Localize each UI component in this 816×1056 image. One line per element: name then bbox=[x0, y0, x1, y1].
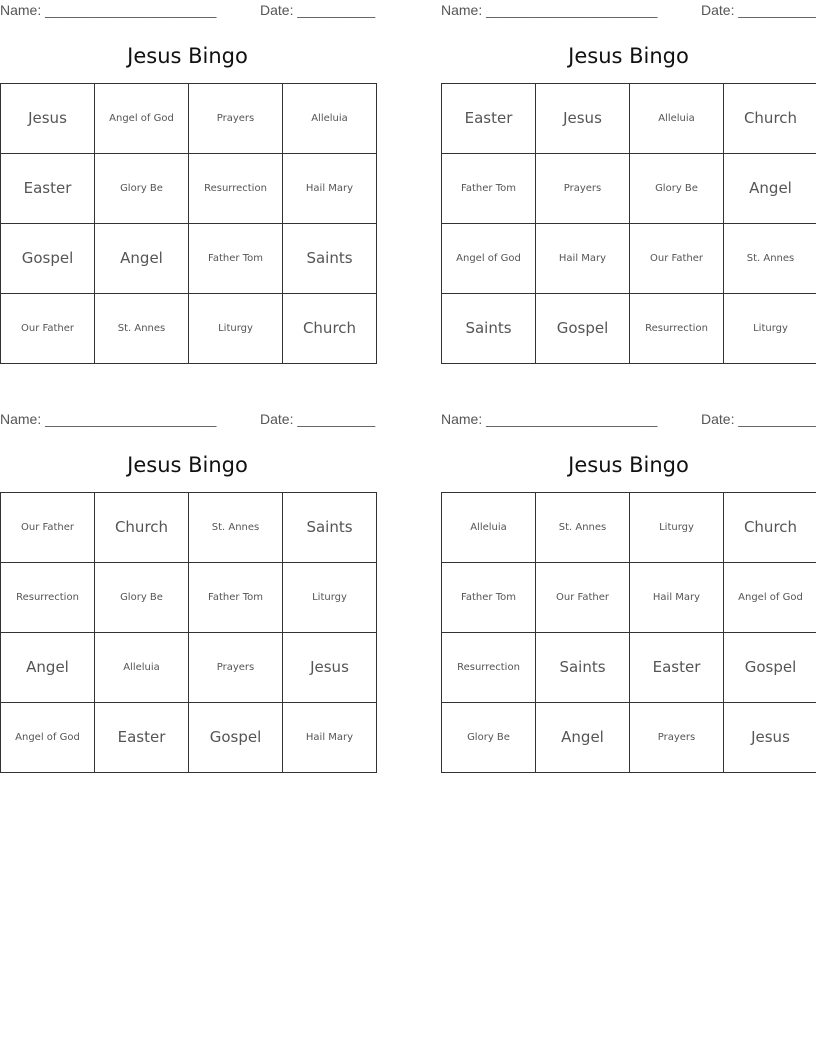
bingo-cell: Church bbox=[95, 493, 189, 563]
date-label: Date: __________ bbox=[701, 2, 816, 18]
bingo-cell: Father Tom bbox=[442, 563, 536, 633]
bingo-cell: Saints bbox=[442, 294, 536, 364]
bingo-cell: St. Annes bbox=[536, 493, 630, 563]
bingo-cell: Liturgy bbox=[283, 563, 377, 633]
bingo-grid bbox=[0, 83, 377, 364]
grid-row bbox=[1, 154, 377, 224]
bingo-cell: Easter bbox=[630, 633, 724, 703]
bingo-cell: Resurrection bbox=[189, 154, 283, 224]
bingo-cell: Our Father bbox=[1, 294, 95, 364]
bingo-cell: Church bbox=[724, 493, 816, 563]
grid-row bbox=[442, 294, 816, 364]
bingo-cell: Easter bbox=[442, 84, 536, 154]
bingo-cell: Hail Mary bbox=[630, 563, 724, 633]
name-label: Name: ______________________ bbox=[441, 411, 658, 427]
bingo-cell: Jesus bbox=[283, 633, 377, 703]
bingo-cell: Easter bbox=[1, 154, 95, 224]
bingo-cell: Church bbox=[724, 84, 816, 154]
bingo-cell: Gospel bbox=[724, 633, 816, 703]
bingo-cell: Glory Be bbox=[95, 154, 189, 224]
bingo-cell: Father Tom bbox=[189, 224, 283, 294]
bingo-cell: Angel bbox=[536, 703, 630, 773]
grid-row bbox=[1, 563, 377, 633]
bingo-cell: Saints bbox=[536, 633, 630, 703]
bingo-cell: Resurrection bbox=[442, 633, 536, 703]
bingo-cell: Angel of God bbox=[442, 224, 536, 294]
bingo-cell: St. Annes bbox=[189, 493, 283, 563]
bingo-cell: Hail Mary bbox=[536, 224, 630, 294]
bingo-cell: Church bbox=[283, 294, 377, 364]
grid-row bbox=[442, 703, 816, 773]
grid-row bbox=[1, 224, 377, 294]
date-label: Date: __________ bbox=[260, 2, 376, 18]
bingo-grid bbox=[441, 83, 816, 364]
bingo-grid bbox=[0, 492, 377, 773]
bingo-cell: Our Father bbox=[1, 493, 95, 563]
bingo-cell: Saints bbox=[283, 493, 377, 563]
bingo-cell: Prayers bbox=[630, 703, 724, 773]
bingo-cell: Angel of God bbox=[95, 84, 189, 154]
bingo-grid bbox=[441, 492, 816, 773]
grid-row bbox=[442, 633, 816, 703]
bingo-cell: Gospel bbox=[189, 703, 283, 773]
card-title: Jesus Bingo bbox=[568, 44, 689, 68]
name-label: Name: ______________________ bbox=[0, 411, 217, 427]
card-title: Jesus Bingo bbox=[127, 453, 248, 477]
bingo-cell: Resurrection bbox=[1, 563, 95, 633]
bingo-cell: Jesus bbox=[536, 84, 630, 154]
bingo-cell: Glory Be bbox=[442, 703, 536, 773]
bingo-cell: Gospel bbox=[1, 224, 95, 294]
date-label: Date: __________ bbox=[260, 411, 376, 427]
bingo-cell: Resurrection bbox=[630, 294, 724, 364]
bingo-cell: Glory Be bbox=[95, 563, 189, 633]
grid-row bbox=[442, 563, 816, 633]
bingo-cell: Gospel bbox=[536, 294, 630, 364]
bingo-cell: Hail Mary bbox=[283, 154, 377, 224]
bingo-cell: Liturgy bbox=[189, 294, 283, 364]
name-label: Name: ______________________ bbox=[441, 2, 658, 18]
bingo-cell: Alleluia bbox=[442, 493, 536, 563]
bingo-cell: Angel of God bbox=[724, 563, 816, 633]
bingo-cell: Jesus bbox=[724, 703, 816, 773]
bingo-cell: Alleluia bbox=[95, 633, 189, 703]
grid-row bbox=[442, 493, 816, 563]
bingo-cell: Prayers bbox=[189, 633, 283, 703]
bingo-cell: Our Father bbox=[536, 563, 630, 633]
bingo-cell: Angel of God bbox=[1, 703, 95, 773]
bingo-cell: St. Annes bbox=[724, 224, 816, 294]
grid-row bbox=[442, 224, 816, 294]
bingo-cell: Alleluia bbox=[283, 84, 377, 154]
grid-row bbox=[1, 294, 377, 364]
bingo-cell: Hail Mary bbox=[283, 703, 377, 773]
bingo-cell: Father Tom bbox=[442, 154, 536, 224]
bingo-cell: Alleluia bbox=[630, 84, 724, 154]
grid-row bbox=[1, 84, 377, 154]
bingo-cell: Jesus bbox=[1, 84, 95, 154]
card-title: Jesus Bingo bbox=[127, 44, 248, 68]
grid-row bbox=[1, 703, 377, 773]
bingo-cell: Liturgy bbox=[724, 294, 816, 364]
bingo-cell: Our Father bbox=[630, 224, 724, 294]
card-title: Jesus Bingo bbox=[568, 453, 689, 477]
bingo-cell: Angel bbox=[1, 633, 95, 703]
bingo-cell: Saints bbox=[283, 224, 377, 294]
bingo-cell: Glory Be bbox=[630, 154, 724, 224]
grid-row bbox=[1, 493, 377, 563]
bingo-cell: Prayers bbox=[536, 154, 630, 224]
bingo-cell: Angel bbox=[95, 224, 189, 294]
bingo-cell: Prayers bbox=[189, 84, 283, 154]
bingo-cell: Angel bbox=[724, 154, 816, 224]
grid-row bbox=[442, 84, 816, 154]
bingo-cell: St. Annes bbox=[95, 294, 189, 364]
bingo-cell: Father Tom bbox=[189, 563, 283, 633]
bingo-cell: Liturgy bbox=[630, 493, 724, 563]
name-label: Name: ______________________ bbox=[0, 2, 217, 18]
grid-row bbox=[442, 154, 816, 224]
grid-row bbox=[1, 633, 377, 703]
date-label: Date: __________ bbox=[701, 411, 816, 427]
bingo-cell: Easter bbox=[95, 703, 189, 773]
